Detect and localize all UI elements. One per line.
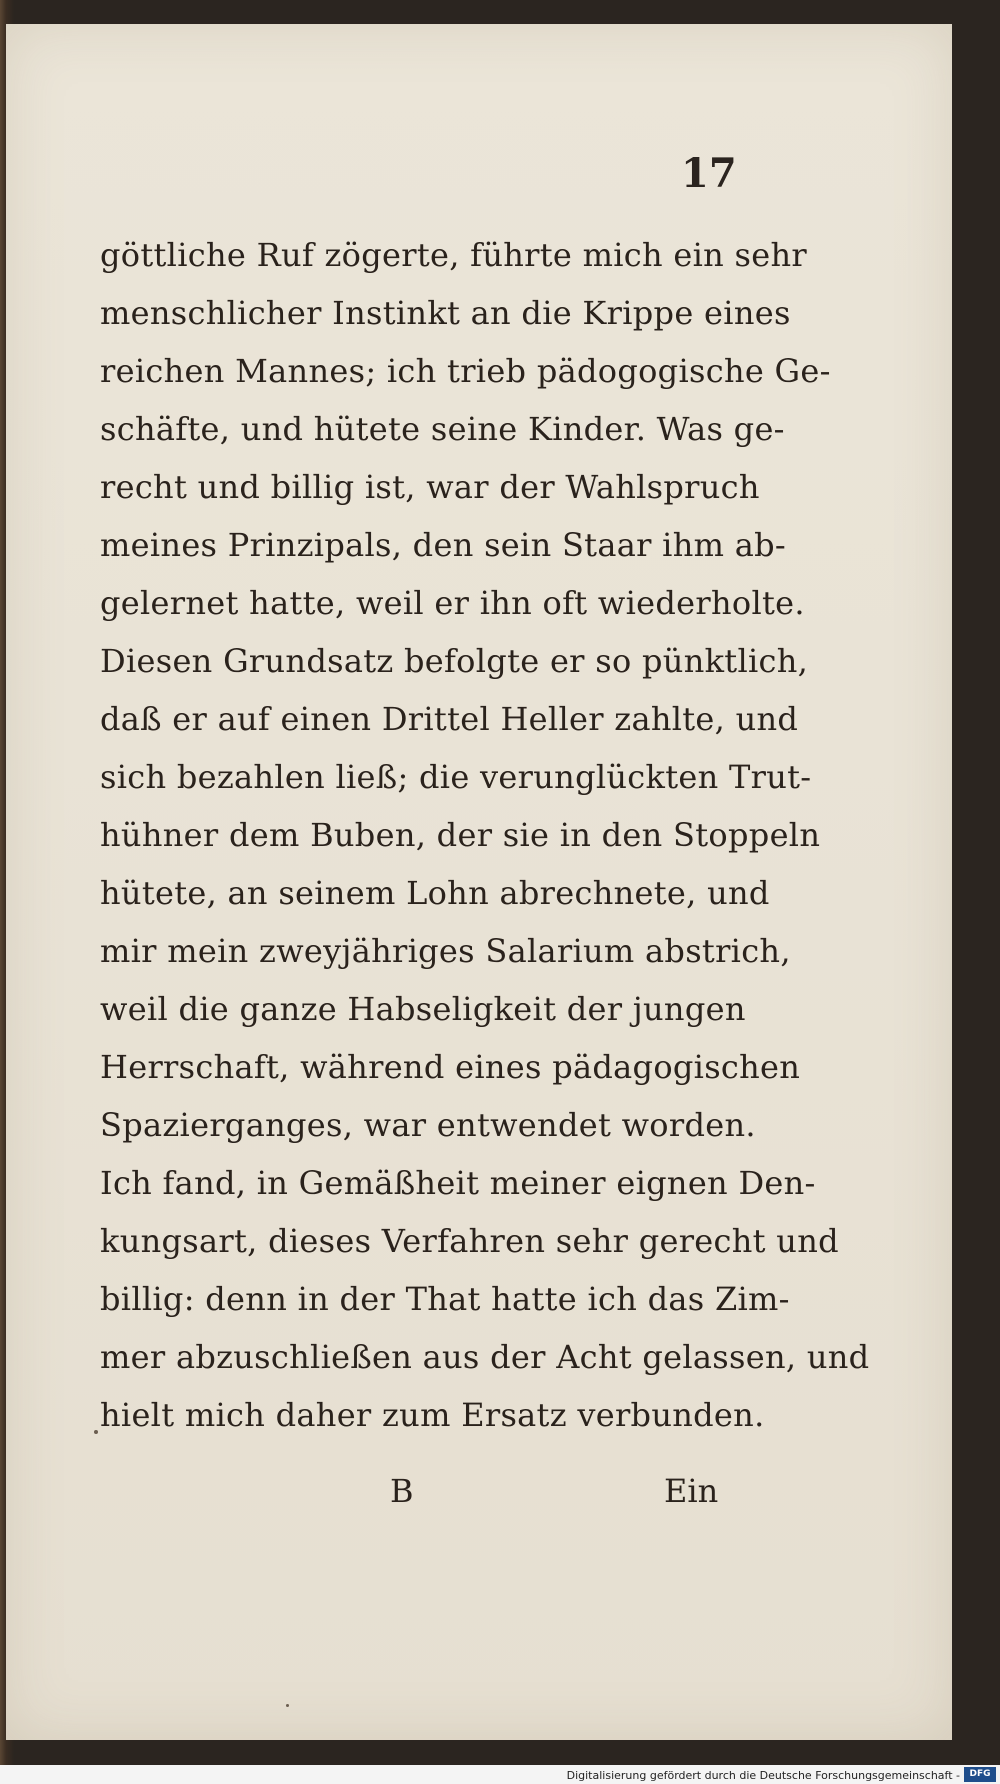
- text-line: göttliche Ruf zögerte, führte mich ein sehr: [100, 236, 808, 274]
- text-line: mir mein zweyjähriges Salarium abstrich,: [100, 932, 791, 970]
- footer-credit: Digitalisierung gefördert durch die Deutsche Forschungsgemeinschaft -: [566, 1769, 960, 1782]
- paper-speck: [94, 1430, 98, 1434]
- text-line: daß er auf einen Drittel Heller zahlte, und: [100, 700, 799, 738]
- text-line: Herrschaft, während eines pädagogischen: [100, 1048, 801, 1086]
- text-line: hielt mich daher zum Ersatz verbunden.: [100, 1396, 765, 1434]
- text-line: weil die ganze Habseligkeit der jungen: [100, 990, 746, 1028]
- catchword: Ein: [664, 1472, 719, 1510]
- paper-speck: [286, 1704, 289, 1707]
- text-line: Diesen Grundsatz befolgte er so pünktlich,: [100, 642, 809, 680]
- text-line: kungsart, dieses Verfahren sehr gerecht und: [100, 1222, 839, 1260]
- text-line: schäfte, und hütete seine Kinder. Was ge-: [100, 410, 785, 448]
- text-line: gelernet hatte, weil er ihn oft wiederholte.: [100, 584, 805, 622]
- dfg-logo: DFG: [964, 1767, 996, 1782]
- text-line: Ich fand, in Gemäßheit meiner eignen Den-: [100, 1164, 816, 1202]
- text-line: sich bezahlen ließ; die verunglückten Trut-: [100, 758, 812, 796]
- text-line: reichen Mannes; ich trieb pädogogische Ge-: [100, 352, 831, 390]
- page-number: 17: [681, 150, 737, 197]
- text-line: hühner dem Buben, der sie in den Stoppeln: [100, 816, 821, 854]
- text-line: Spazierganges, war entwendet worden.: [100, 1106, 756, 1144]
- body-text: [100, 226, 870, 1444]
- text-line: recht und billig ist, war der Wahlspruch: [100, 468, 760, 506]
- signature-mark: B: [390, 1472, 414, 1510]
- text-line: billig: denn in der That hatte ich das Zim-: [100, 1280, 790, 1318]
- text-line: meines Prinzipals, den sein Staar ihm ab-: [100, 526, 787, 564]
- text-line: menschlicher Instinkt an die Krippe eines: [100, 294, 791, 332]
- text-line: hütete, an seinem Lohn abrechnete, und: [100, 874, 770, 912]
- text-line: mer abzuschließen aus der Acht gelassen, und: [100, 1338, 870, 1376]
